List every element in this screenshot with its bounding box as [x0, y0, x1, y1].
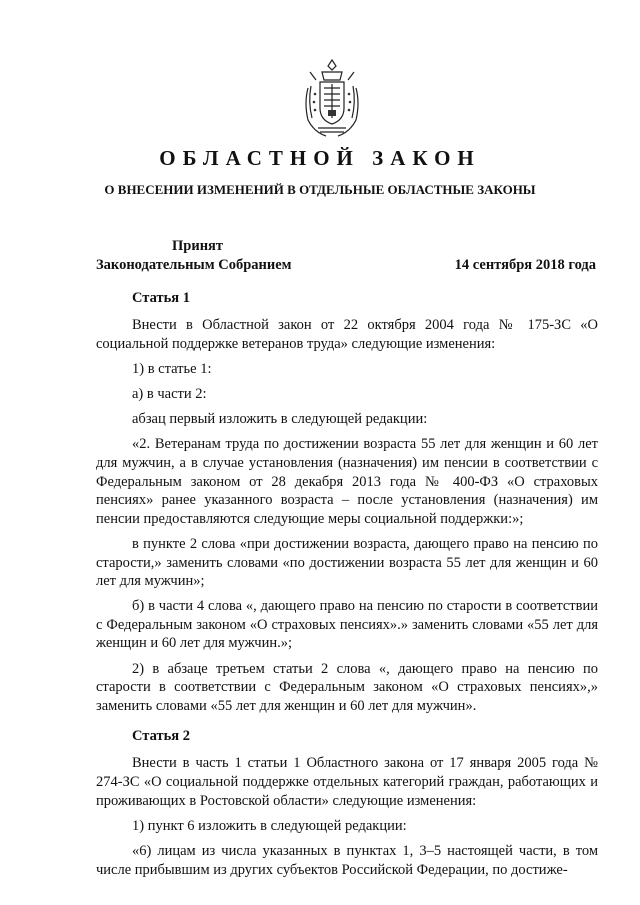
adopted-label: Принят	[172, 238, 224, 254]
adopted-by: Законодательным Собранием	[96, 257, 292, 273]
paragraph: 2) в абзаце третьем статьи 2 слова «, дающего право на пенсию по старости в соответствии с Федеральным законом «О страховых пенсиях»,» заменить словами «55 лет для женщин и 60 лет для мужчин».	[96, 660, 598, 714]
adoption-block	[96, 237, 596, 275]
paragraph: а) в части 2:	[132, 385, 207, 402]
adoption-date: 14 сентября 2018 года	[454, 257, 596, 273]
coat-of-arms-emblem	[302, 58, 362, 140]
article-2-heading: Статья 2	[132, 728, 190, 745]
paragraph: в пункте 2 слова «при достижении возраста, дающего право на пенсию по старости,» заменить словами «по достижении возраста 55 лет для женщин и 60 лет для мужчин»;	[96, 535, 598, 590]
paragraph: «6) лицам из числа указанных в пунктах 1, 3–5 настоящей части, в том числе прибывшим из других субъектов Российской Федерации, по достиже-	[96, 843, 598, 878]
paragraph: Внести в Областной закон от 22 октября 2004 года № 175-ЗС «О социальной поддержке ветеранов труда» следующие изменения:	[96, 317, 598, 352]
paragraph: абзац первый изложить в следующей редакции:	[132, 411, 428, 428]
paragraph: Внести в часть 1 статьи 1 Областного закона от 17 января 2005 года № 274-ЗС «О социальной поддержке отдельных категорий граждан, работающих и проживающих в Ростовской области» следующие изменения:	[96, 755, 598, 809]
law-body	[96, 289, 598, 886]
paragraph: б) в части 4 слова «, дающего право на пенсию по старости в соответствии с Федеральным законом «О страховых пенсиях».» заменить словами «55 лет для женщин и 60 лет для мужчин.»;	[96, 598, 598, 652]
law-subtitle: О ВНЕСЕНИИ ИЗМЕНЕНИЙ В ОТДЕЛЬНЫЕ ОБЛАСТНЫЕ ЗАКОНЫ	[104, 182, 536, 197]
article-1-heading: Статья 1	[132, 290, 190, 306]
paragraph: 1) пункт 6 изложить в следующей редакции:	[132, 817, 407, 834]
paragraph: 1) в статье 1:	[132, 360, 212, 377]
law-title: ОБЛАСТНОЙ ЗАКОН	[159, 146, 481, 170]
paragraph: «2. Ветеранам труда по достижении возраста 55 лет для женщин и 60 лет для мужчин, а в случае установления (назначения) им пенсии в соответствии с Федеральным законом от 28 декабря 2013 года № 400-ФЗ «О страховых пенсиях» ранее указанного возраста – после установления (назначения) им пенсии предоставляются следующие меры социальной поддержки:»;	[96, 436, 598, 527]
